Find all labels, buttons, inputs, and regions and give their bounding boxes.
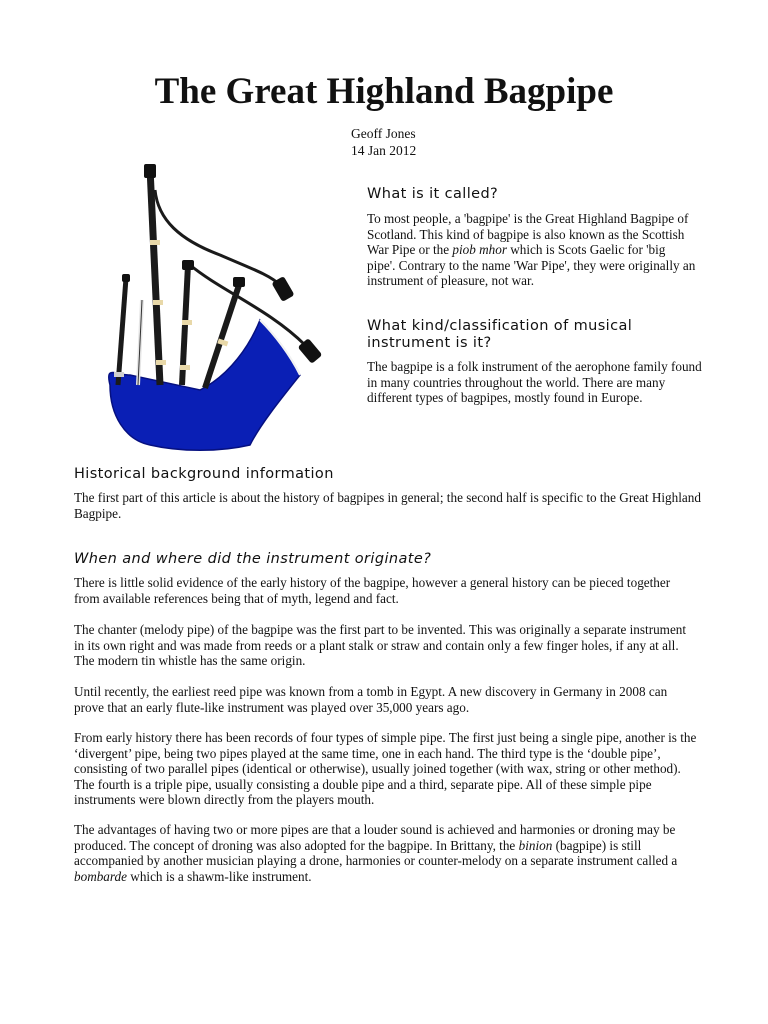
paragraph-origin-1: There is little solid evidence of the early history of the bagpipe, however a general history can be pieced together from available references being that of myth, legend and fact.	[74, 575, 671, 606]
heading-origin: When and where did the instrument originate?	[74, 551, 432, 567]
heading-what-is-it-called: What is it called?	[367, 186, 499, 202]
paragraph-origin-2: The chanter (melody pipe) of the bagpipe was the first part to be invented. This was originally a separate instrument in its own right and was made from reeds or a plant stalk or straw and contain only a few finger holes, if any at all. The modern tin whistle has the same origin.	[74, 622, 687, 668]
date: 14 Jan 2012	[351, 143, 417, 158]
paragraph-origin-3: Until recently, the earliest reed pipe was known from a tomb in Egypt. A new discovery in Germany in 2008 can prove that an early flute-like instrument was played over 35,000 years ago.	[74, 684, 668, 715]
heading-classification: What kind/classification of musical instrument is it?	[367, 318, 633, 351]
bagpipe-illustration-icon	[100, 160, 340, 460]
author: Geoff Jones	[351, 126, 416, 141]
page-title: The Great Highland Bagpipe	[154, 71, 614, 112]
paragraph-origin-5: The advantages of having two or more pipes are that a louder sound is achieved and harmonies or droning may be produced. The concept of droning was also adopted for the bagpipe. In Brittany, the binion (bagpipe) is still accompanied by another musician playing a drone, harmonies or counter-melody on a separate instrument called a bombarde which is a shawm-like instrument.	[74, 822, 678, 884]
byline	[351, 125, 416, 159]
paragraph-historical-background: The first part of this article is about the history of bagpipes in general; the second half is specific to the Great Highland Bagpipe.	[74, 490, 701, 521]
paragraph-classification: The bagpipe is a folk instrument of the aerophone family found in many countries throughout the world. There are many different types of bagpipes, mostly found in Europe.	[367, 359, 702, 405]
heading-historical-background: Historical background information	[74, 466, 334, 482]
paragraph-what-is-it-called: To most people, a 'bagpipe' is the Great Highland Bagpipe of Scotland. This kind of bagpipe is also known as the Scottish War Pipe or the piob mhor which is Scots Gaelic for 'big pipe'. Contrary to the name 'War Pipe', they were originally an instrument of pleasure, not war.	[367, 211, 696, 288]
paragraph-origin-4: From early history there has been records of four types of simple pipe. The first just being a single pipe, another is the ‘divergent’ pipe, being two pipes played at the same time, one in each hand. The third type is the ‘double pipe’, consisting of two parallel pipes (identical or otherwise), usually joined together (with wax, string or other method). The fourth is a triple pipe, usually consisting a double pipe and a third, separate pipe. All of these simple pipe instruments were blown directly from the players mouth.	[74, 730, 697, 807]
